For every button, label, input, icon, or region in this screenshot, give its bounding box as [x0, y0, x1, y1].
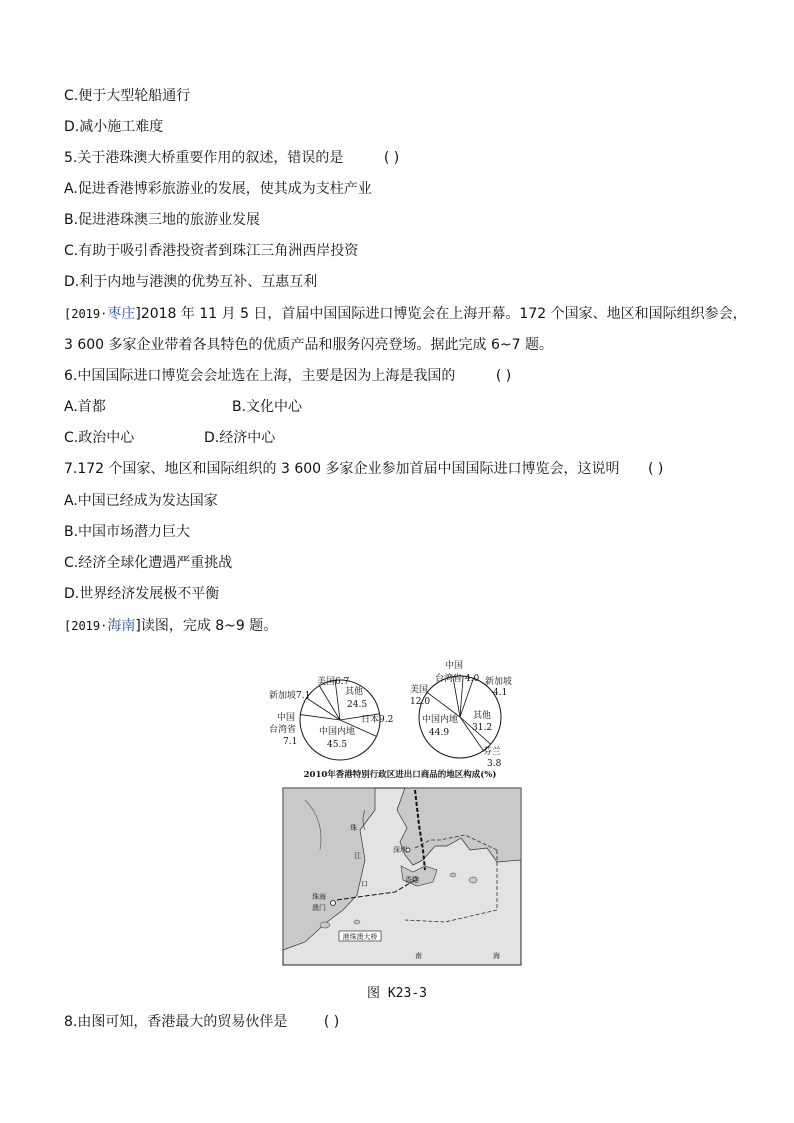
question-6-option-b: B.文化中心	[232, 399, 303, 415]
pie1-label-other: 其他	[345, 687, 364, 697]
map-label-jiang: 江	[354, 852, 361, 860]
question-6-option-d: D.经济中心	[204, 430, 276, 446]
question-7-text: 7.172 个国家、地区和国际组织的 3 600 多家企业参加首届中国国际进口博览会，这说明	[64, 461, 620, 477]
question-5-option-c: C.有助于吸引香港投资者到珠江三角洲西岸投资	[64, 243, 359, 259]
question-5-option-d: D.利于内地与港澳的优势互补、互惠互利	[64, 274, 318, 290]
pie1-label-taiwan-1: 中国	[277, 713, 296, 723]
answer-paren: ( )	[647, 461, 664, 477]
map-label-shenzhen: 深圳	[393, 846, 407, 854]
figure-k23-3	[265, 660, 535, 970]
question-6-text: 6.中国国际进口博览会会址选在上海，主要是因为上海是我国的	[64, 368, 456, 384]
pie1-label-taiwan-val: 7.1	[283, 737, 298, 747]
map-islet	[320, 922, 330, 928]
pie1-label-singapore: 新加坡7.1	[269, 691, 311, 701]
map-islet	[450, 873, 456, 877]
map-label-xianggang: 香港	[405, 876, 419, 884]
pie1-label-usa: 美国6.7	[317, 677, 350, 687]
pie2-label-mainland-val: 44.9	[429, 728, 450, 738]
pie2-label-mainland: 中国内地	[422, 715, 459, 725]
pie2-label-taiwan-1: 中国	[445, 661, 464, 671]
question-7-option-b: B.中国市场潜力巨大	[64, 524, 191, 540]
question-7-option-a: A.中国已经成为发达国家	[64, 493, 218, 509]
figure-caption: 图 K23-3	[367, 986, 427, 1001]
question-7-option-d: D.世界经济发展极不平衡	[64, 586, 220, 602]
option-d-line: D.减小施工难度	[64, 119, 164, 135]
source-rest: ]2018 年 11 月 5 日，首届中国国际进口博览会在上海开幕。172 个国家、地区和国际组织参会，	[135, 306, 747, 322]
question-5-option-b: B.促进港珠澳三地的旅游业发展	[64, 212, 261, 228]
map-label-nan: 南	[415, 952, 422, 960]
answer-paren: ( )	[323, 1014, 340, 1030]
map-label-hai: 海	[493, 952, 500, 960]
source-place: 枣庄	[107, 306, 136, 322]
pie1-label-mainland: 中国内地	[319, 727, 356, 737]
source-note-2	[64, 616, 277, 636]
question-5	[64, 148, 399, 168]
pie1-label-taiwan-2: 台湾省	[269, 725, 297, 735]
question-6-option-c: C.政治中心	[64, 430, 135, 446]
pie2-label-other-val: 31.2	[472, 723, 493, 733]
pie2-label-finland: 芬兰	[483, 747, 502, 757]
question-7	[64, 459, 663, 479]
figure-svg	[265, 660, 535, 970]
question-7-option-c: C.经济全球化遭遇严重挑战	[64, 555, 233, 571]
source-place: 海南	[107, 618, 136, 634]
map-label-zhuhai: 珠海	[312, 893, 326, 901]
map-islet	[469, 877, 477, 883]
answer-paren: ( )	[383, 150, 400, 166]
map-city-marker	[331, 901, 336, 906]
map-label-kou: 口	[361, 880, 368, 888]
question-6-option-a: A.首都	[64, 399, 106, 415]
map-islet	[354, 920, 360, 924]
source-bracket: [2019·	[64, 307, 108, 321]
pie1-label-mainland-val: 45.5	[327, 740, 348, 750]
pie2-label-singapore: 新加坡	[485, 677, 513, 687]
pie2-label-usa: 美国	[410, 685, 429, 695]
pie2-label-other: 其他	[473, 711, 492, 721]
map	[283, 788, 521, 965]
map-label-aomen: 澳门	[312, 904, 326, 912]
pie2-label-usa-val: 12.0	[410, 697, 431, 707]
question-5-option-a: A.促进香港博彩旅游业的发展，使其成为支柱产业	[64, 181, 372, 197]
option-c-line: C.便于大型轮船通行	[64, 88, 191, 104]
question-8	[64, 1012, 339, 1032]
pie2-label-singapore-val: 4.1	[493, 688, 508, 698]
pie1-label-other-val: 24.5	[347, 700, 368, 710]
answer-paren: ( )	[495, 368, 512, 384]
source-rest: ]读图，完成 8~9 题。	[135, 618, 278, 634]
source-note-1-line2: 3 600 多家企业带着各具特色的优质产品和服务闪亮登场。据此完成 6~7 题。	[64, 337, 553, 353]
pie2-label-taiwan-2: 台湾省 4.0	[435, 674, 480, 684]
pie2-label-finland-val: 3.8	[487, 759, 502, 769]
question-8-text: 8.由图可知，香港最大的贸易伙伴是	[64, 1014, 288, 1030]
source-note-1	[64, 304, 747, 324]
pie-title: 2010年香港特别行政区进出口商品的地区构成(%)	[303, 770, 497, 780]
question-6	[64, 366, 511, 386]
map-label-zhu: 珠	[350, 824, 357, 832]
source-bracket: [2019·	[64, 619, 108, 633]
map-label-bridge: 港珠澳大桥	[342, 933, 378, 941]
pie1-label-japan: 日本9.2	[361, 715, 394, 725]
question-5-text: 5.关于港珠澳大桥重要作用的叙述，错误的是	[64, 150, 344, 166]
